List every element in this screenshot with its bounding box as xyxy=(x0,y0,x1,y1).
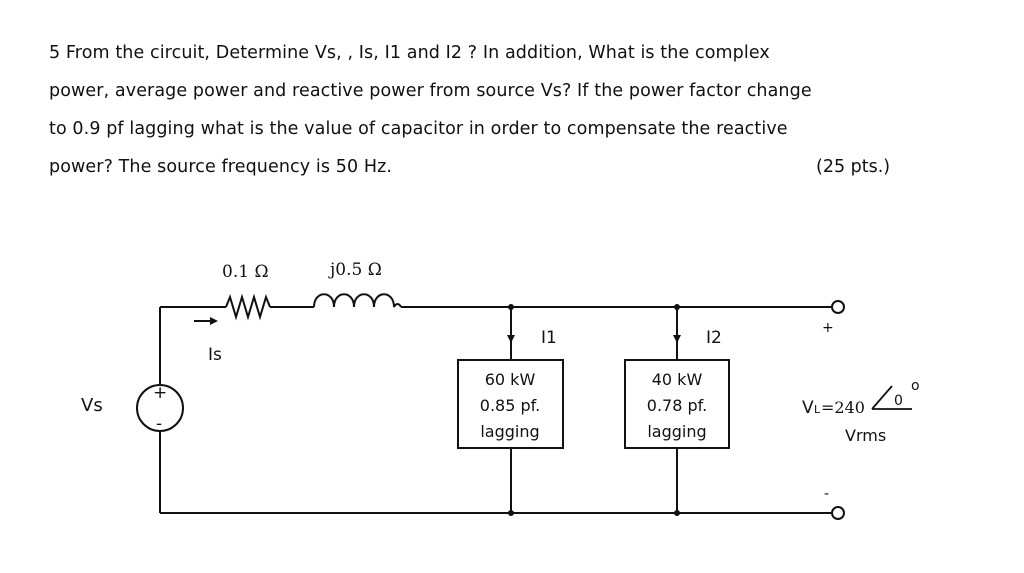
inductor-symbol xyxy=(314,294,401,307)
source-plus: + xyxy=(153,383,168,403)
vl-value: =240 xyxy=(821,398,865,417)
question-points: (25 pts.) xyxy=(816,157,891,177)
vl-angle: 0 xyxy=(894,393,903,409)
load1-type: lagging xyxy=(480,422,540,441)
load1-pf: 0.85 pf. xyxy=(479,396,541,415)
angle-symbol-diagonal xyxy=(872,386,892,409)
load2-pf: 0.78 pf. xyxy=(646,396,708,415)
terminal-minus-label: - xyxy=(824,486,830,502)
load1-power: 60 kW xyxy=(484,370,536,389)
source-minus: - xyxy=(156,414,163,434)
vl-prefix: V xyxy=(802,398,814,418)
vl-unit: Vrms xyxy=(845,426,887,445)
load2-type: lagging xyxy=(647,422,707,441)
question-line-3: to 0.9 pf lagging what is the value of capacitor in order to compensate the reactive xyxy=(49,119,788,139)
terminal-plus-label: + xyxy=(822,320,834,336)
terminal-bottom xyxy=(832,507,844,519)
current-is-label: Is xyxy=(208,345,222,365)
inductor-label: j0.5 Ω xyxy=(330,260,382,280)
resistor-symbol xyxy=(226,297,270,317)
terminal-top xyxy=(832,301,844,313)
current-i2-label: I2 xyxy=(706,328,722,348)
load2-power: 40 kW xyxy=(651,370,703,389)
vl-subscript: L xyxy=(814,403,821,416)
vl-degree: o xyxy=(911,378,920,394)
question-line-4: power? The source frequency is 50 Hz. xyxy=(49,157,393,177)
current-i1-label: I1 xyxy=(541,328,557,348)
junction-dot-2 xyxy=(508,510,514,516)
resistor-label: 0.1 Ω xyxy=(222,262,269,282)
junction-dot-4 xyxy=(674,510,680,516)
i1-arrow xyxy=(507,335,515,343)
question-line-2: power, average power and reactive power from source Vs? If the power factor change xyxy=(49,81,812,101)
is-arrow-head xyxy=(210,317,218,325)
question-line-1: 5 From the circuit, Determine Vs, , Is, I1 and I2 ? In addition, What is the complex xyxy=(49,43,770,63)
source-label: Vs xyxy=(81,395,103,416)
i2-arrow xyxy=(673,335,681,343)
